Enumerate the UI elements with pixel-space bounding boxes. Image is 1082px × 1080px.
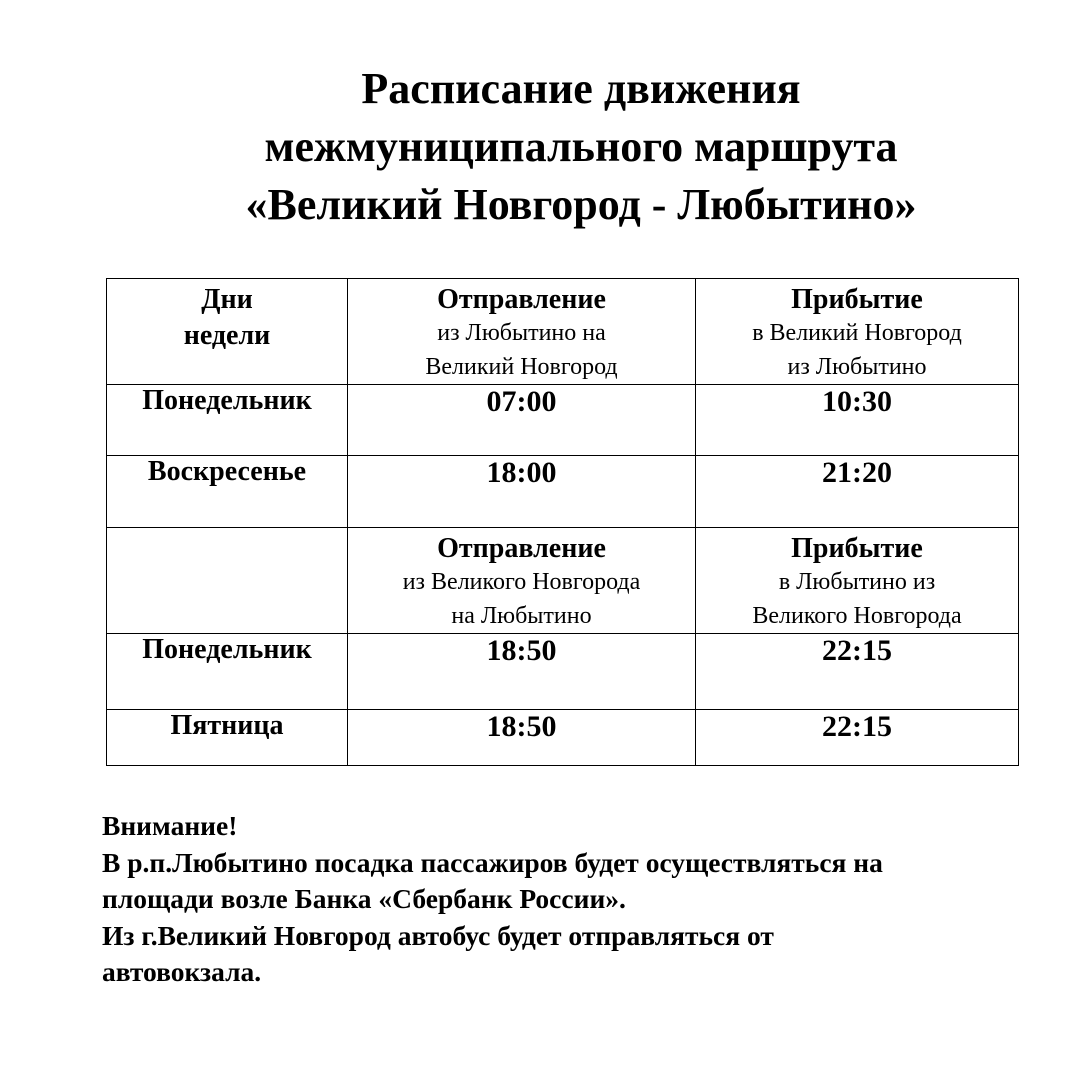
departure-header-sub-2: Великий Новгород — [425, 354, 618, 380]
title-line-1: Расписание движения — [361, 64, 801, 113]
schedule-table — [106, 278, 1019, 766]
arrival-time-cell: 22:15 — [696, 710, 1019, 766]
table-row — [107, 456, 1019, 528]
notice-line-4: автовокзала. — [102, 956, 262, 987]
days-header-line-1: Дни — [201, 284, 253, 315]
departure-time-cell: 07:00 — [348, 385, 696, 456]
day-cell: Воскресенье — [107, 456, 348, 528]
departure-time-cell: 18:50 — [348, 710, 696, 766]
departure-header — [348, 279, 696, 385]
notice-line-1: В р.п.Любытино посадка пассажиров будет осуществляться на — [102, 846, 883, 878]
title-line-2: межмуниципального маршрута — [264, 122, 898, 171]
day-cell: Понедельник — [107, 385, 348, 456]
arrival-header-sub-2: из Любытино — [787, 354, 927, 380]
return-arrival-header — [696, 528, 1019, 634]
notice-heading: Внимание! — [102, 810, 238, 841]
title-line-3: «Великий Новгород - Любытино» — [245, 180, 917, 229]
days-header — [107, 279, 348, 385]
day-cell: Пятница — [107, 710, 348, 766]
return-departure-sub-2: на Любытино — [451, 603, 592, 629]
return-departure-sub-1: из Великого Новгорода — [402, 569, 641, 595]
arrival-header-title: Прибытие — [791, 284, 923, 315]
table-subheader-row — [107, 528, 1019, 634]
return-departure-title: Отправление — [437, 533, 606, 564]
departure-header-title: Отправление — [437, 284, 606, 315]
day-cell: Понедельник — [107, 634, 348, 710]
return-arrival-title: Прибытие — [791, 533, 923, 564]
arrival-time-cell: 21:20 — [696, 456, 1019, 528]
departure-header-sub-1: из Любытино на — [437, 320, 606, 346]
table-header-row — [107, 279, 1019, 385]
arrival-time-cell: 10:30 — [696, 385, 1019, 456]
departure-time-cell: 18:50 — [348, 634, 696, 710]
return-departure-header — [348, 528, 696, 634]
table-row — [107, 385, 1019, 456]
return-arrival-sub-2: Великого Новгорода — [752, 603, 962, 629]
page-title — [0, 60, 1082, 234]
arrival-header-sub-1: в Великий Новгород — [752, 320, 962, 346]
arrival-header — [696, 279, 1019, 385]
notice-line-2: площади возле Банка «Сбербанк России». — [102, 883, 626, 914]
arrival-time-cell: 22:15 — [696, 634, 1019, 710]
empty-day-header — [107, 528, 348, 634]
notice-block — [102, 808, 1062, 991]
departure-time-cell: 18:00 — [348, 456, 696, 528]
notice-line-3: Из г.Великий Новгород автобус будет отправляться от — [102, 919, 774, 951]
table-row — [107, 634, 1019, 710]
days-header-line-2: недели — [183, 320, 271, 351]
table-row — [107, 710, 1019, 766]
return-arrival-sub-1: в Любытино из — [778, 569, 936, 595]
